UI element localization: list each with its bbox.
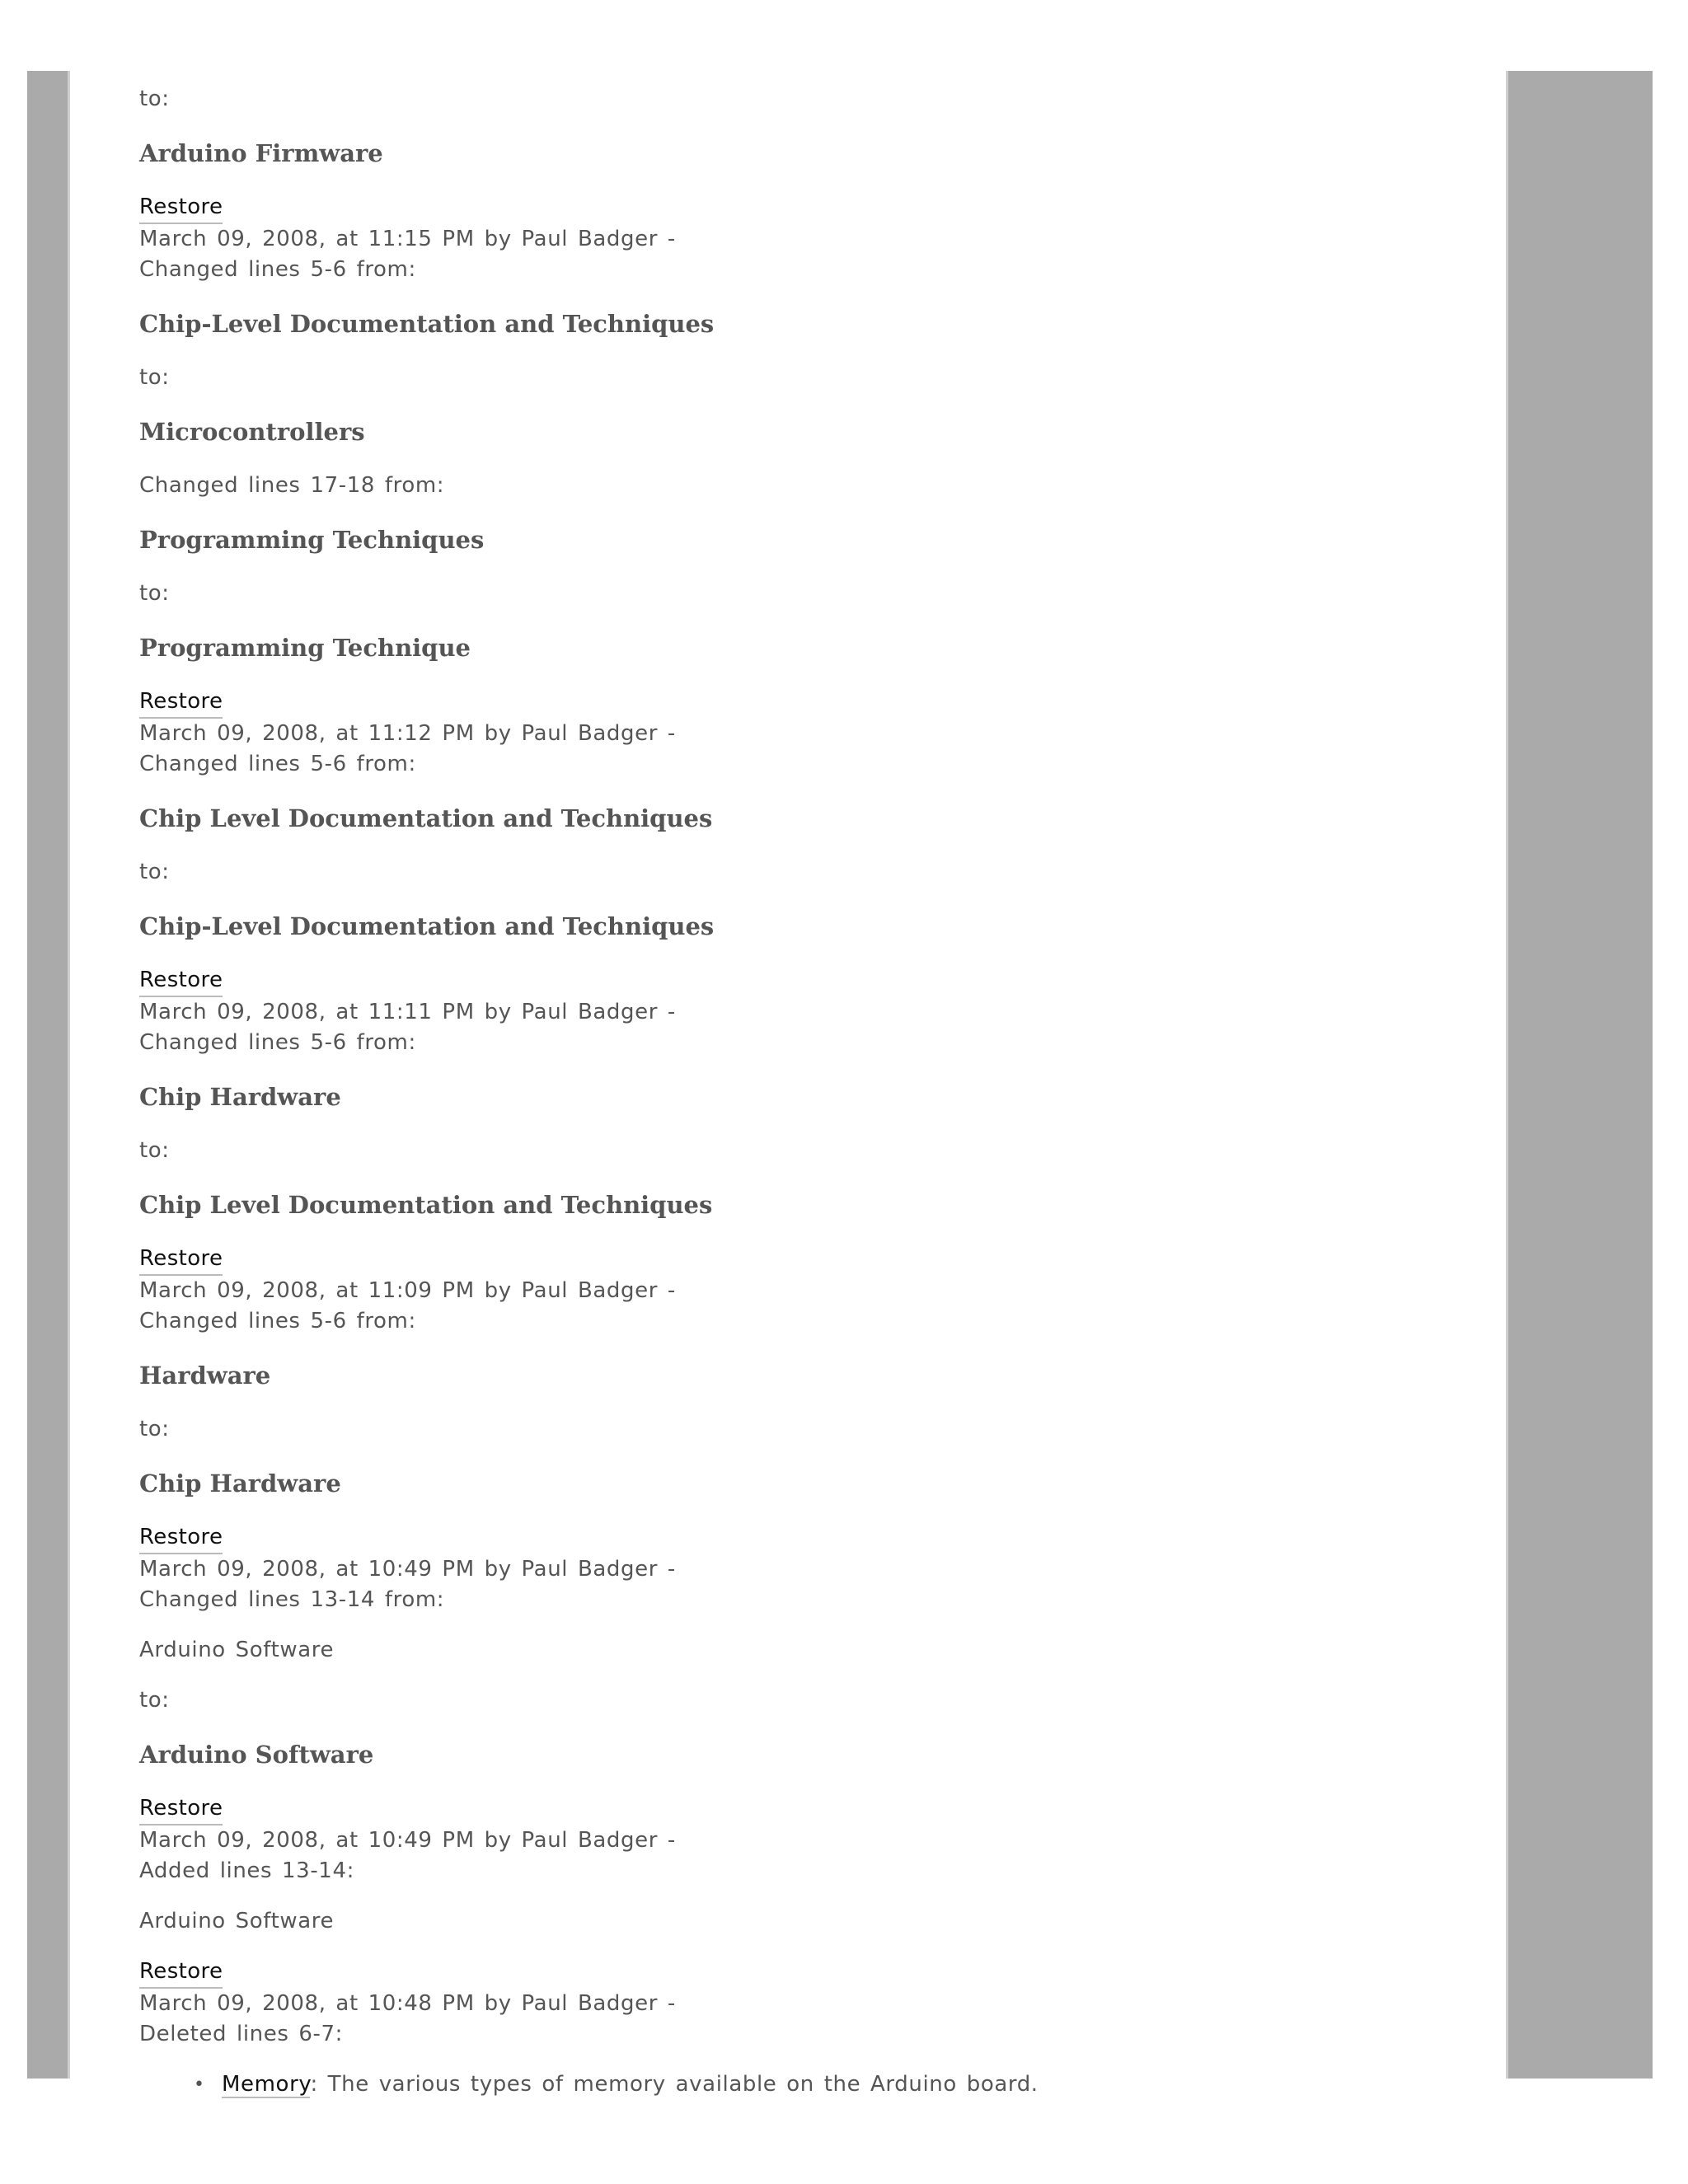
to-label: to: [139,87,170,111]
change-summary: Changed lines 17-18 from: [139,473,445,498]
history-entry [139,1957,1458,2100]
history-entry [139,192,1458,687]
heading-to: Programming Technique [139,634,471,662]
restore-link[interactable]: Restore [139,1522,223,1554]
heading-to: Microcontrollers [139,418,365,446]
heading-from: Programming Techniques [139,526,485,554]
restore-link[interactable]: Restore [139,687,223,719]
to-label: to: [139,581,170,606]
history-entry [139,1793,1458,1957]
entry-meta: March 09, 2008, at 10:49 PM by Paul Badger - [139,1557,676,1582]
to-label: to: [139,860,170,884]
heading-to: Arduino Firmware [139,139,383,167]
history-entry [139,965,1458,1244]
restore-link[interactable]: Restore [139,192,223,224]
history-entry [139,687,1458,965]
history-entry [139,1522,1458,1793]
entry-meta: March 09, 2008, at 10:48 PM by Paul Badger - [139,1991,676,2016]
entry-meta: March 09, 2008, at 10:49 PM by Paul Badger - [139,1828,676,1853]
to-label: to: [139,1417,170,1441]
heading-to: Chip Hardware [139,1469,341,1497]
change-summary: Deleted lines 6-7: [139,2022,343,2046]
history-entry [139,1244,1458,1522]
change-summary: Changed lines 5-6 from: [139,1309,416,1333]
change-summary: Changed lines 13-14 from: [139,1587,445,1612]
heading-to: Chip Level Documentation and Techniques [139,1191,713,1219]
added-text: Arduino Software [139,1909,335,1933]
restore-link[interactable]: Restore [139,1244,223,1276]
heading-from: Chip Hardware [139,1083,341,1111]
heading-to: Arduino Software [139,1741,374,1769]
entry-meta: March 09, 2008, at 11:11 PM by Paul Badger - [139,1000,676,1024]
restore-link[interactable]: Restore [139,1793,223,1825]
to-label: to: [139,365,170,390]
change-summary: Changed lines 5-6 from: [139,1030,416,1055]
list-item-text: : The various types of memory available on the Arduino board. [310,2072,1039,2097]
heading-to: Chip-Level Documentation and Techniques [139,912,715,940]
diff-content [139,71,1458,2100]
left-sidebar-bar [27,71,68,2079]
entry-meta: March 09, 2008, at 11:09 PM by Paul Badger - [139,1278,676,1303]
left-sidebar-edge [68,71,70,2079]
entry-meta: March 09, 2008, at 11:15 PM by Paul Badger - [139,227,676,251]
page-frame [27,71,1653,2097]
heading-from: Chip Level Documentation and Techniques [139,804,713,832]
heading-from: Hardware [139,1361,271,1390]
change-summary: Added lines 13-14: [139,1858,354,1883]
restore-link[interactable]: Restore [139,1957,223,1989]
list-item [194,2069,1458,2100]
entry-meta: March 09, 2008, at 11:12 PM by Paul Badger - [139,721,676,746]
right-sidebar-edge [1506,71,1508,2079]
heading-from: Chip-Level Documentation and Techniques [139,310,715,338]
change-summary: Changed lines 5-6 from: [139,257,416,282]
to-label: to: [139,1688,170,1713]
bullet-icon: • [194,2074,205,2095]
change-summary: Changed lines 5-6 from: [139,752,416,776]
to-label: to: [139,1138,170,1163]
restore-link[interactable]: Restore [139,965,223,997]
memory-link[interactable]: Memory [222,2072,311,2097]
from-text: Arduino Software [139,1638,335,1662]
deleted-list [139,2069,1458,2100]
right-sidebar-bar [1508,71,1653,2079]
